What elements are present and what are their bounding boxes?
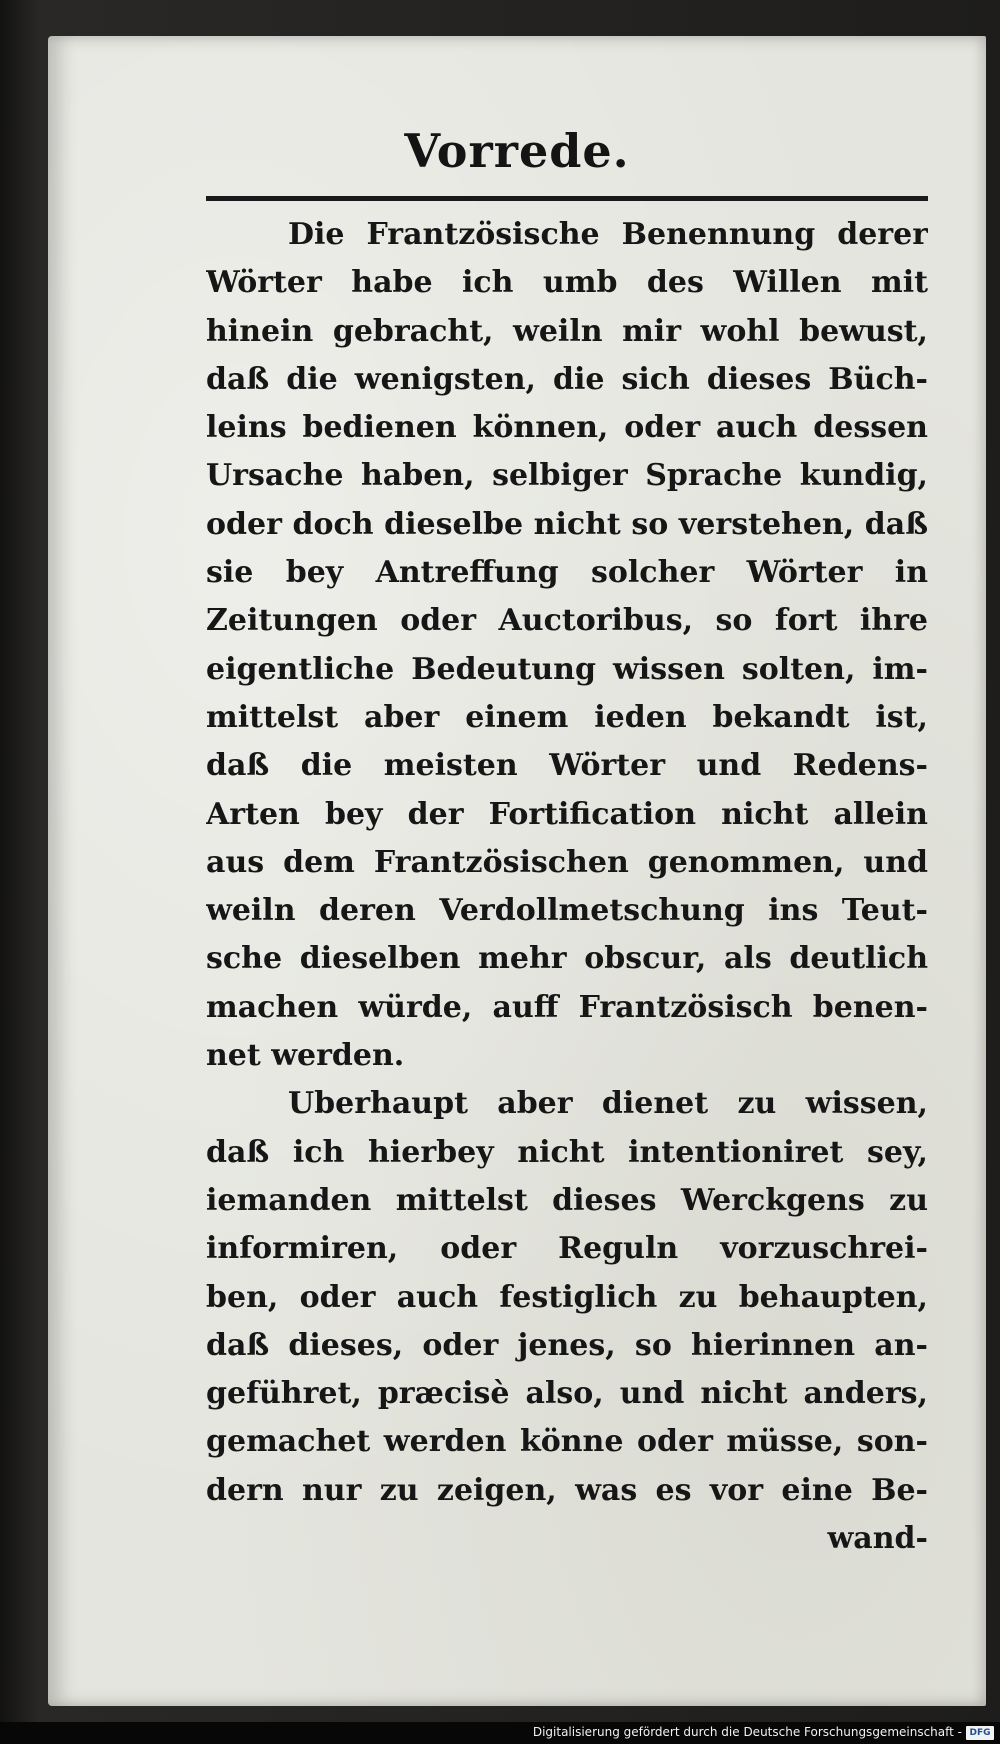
text-line: net werden. [206,1038,405,1074]
text-line: aus dem Frantzösischen genommen, und [206,844,928,880]
footer-bar [0,1722,1000,1744]
text-line: leins bedienen können, oder auch dessen [206,410,928,446]
page-header-title: Vorrede. [404,124,630,178]
header-rule [206,196,928,201]
text-line: ben, oder auch festiglich zu behaupten, [206,1279,928,1315]
text-line: dern nur zu zeigen, was es vor eine Be- [206,1472,928,1508]
text-line: Arten bey der Fortification nicht allein [206,796,928,832]
text-line: hinein gebracht, weiln mir wohl bewust, [206,313,928,349]
body-text [206,211,928,1563]
text-line: sie bey Antreffung solcher Wörter in [206,555,928,591]
text-line: daß dieses, oder jenes, so hierinnen an- [206,1327,928,1363]
text-line: Wörter habe ich umb des Willen mit [206,265,928,301]
footer-credit-text: Digitalisierung gefördert durch die Deutsche Forschungsgemeinschaft - [532,1725,962,1739]
text-line: machen würde, auff Frantzösisch benen- [206,989,928,1025]
text-line: eigentliche Bedeutung wissen solten, im- [206,651,928,687]
text-line: oder doch dieselbe nicht so verstehen, daß [206,506,928,542]
text-line: sche dieselben mehr obscur, als deutlich [206,941,928,977]
text-line: Ursache haben, selbiger Sprache kundig, [206,458,928,494]
text-line: iemanden mittelst dieses Werckgens zu [206,1182,928,1218]
text-line: weiln deren Verdollmetschung ins Teut- [206,893,928,929]
text-line: gemachet werden könne oder müsse, son- [206,1424,928,1460]
book-page [48,36,986,1706]
text-line: geführet, præcisè also, und nicht anders, [206,1376,928,1412]
text-line: mittelst aber einem ieden bekandt ist, [206,699,928,735]
text-line: Zeitungen oder Auctoribus, so fort ihre [206,603,928,639]
text-line: informiren, oder Reguln vorzuschrei- [206,1231,928,1267]
text-line: daß die wenigsten, die sich dieses Büch- [206,361,928,397]
dfg-logo: DFG [966,1726,994,1740]
text-line: Die Frantzösische Benennung derer [288,217,928,252]
text-line: Uberhaupt aber dienet zu wissen, [288,1086,928,1122]
text-line: daß die meisten Wörter und Redens- [206,748,928,784]
text-line: daß ich hierbey nicht intentioniret sey, [206,1134,928,1170]
catchword: wand- [827,1521,928,1557]
